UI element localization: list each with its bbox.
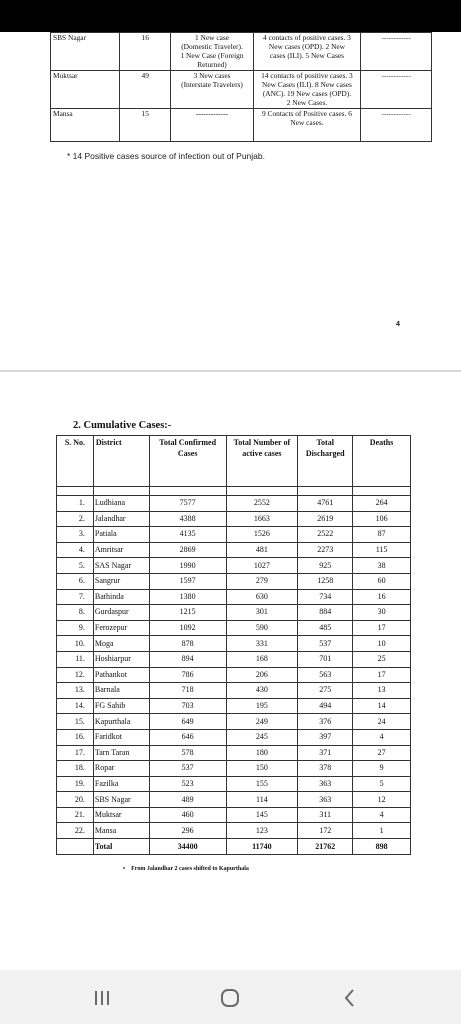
active-cell: 245 [226,729,298,745]
district-cell: Mansa [93,823,149,839]
active-cell: 1526 [226,527,298,543]
document-page-previous [0,32,461,370]
sno-cell: 10. [57,636,94,652]
active-cell: 249 [226,714,298,730]
confirmed-cell: 894 [149,651,226,667]
sno-cell: 17. [57,745,94,761]
table-row [57,667,411,683]
back-icon [340,987,360,1009]
active-cell: 430 [226,683,298,699]
active-cell: 1663 [226,511,298,527]
sno-cell: 20. [57,792,94,808]
discharged-cell: 494 [298,698,353,714]
table-row [57,714,411,730]
active-cell: 150 [226,761,298,777]
cell-line: 14 contacts of positive cases. 3 [261,71,353,80]
district-cell: Fazilka [93,776,149,792]
table-row [57,558,411,574]
confirmed-cell: 537 [149,761,226,777]
active-cell: 180 [226,745,298,761]
table-row [51,71,432,109]
deaths-cell: 38 [353,558,411,574]
active-cell: 206 [226,667,298,683]
cell-line: Returned) [197,60,227,69]
deaths-cell: 16 [353,589,411,605]
document-page-current [0,372,461,970]
status-bar [0,0,461,32]
back-button[interactable] [336,984,364,1012]
sno-cell: 2. [57,511,94,527]
district-cell: Muktsar [51,71,120,109]
footnote [123,866,249,872]
district-cell: Tarn Taran [93,745,149,761]
cell-line: 1 New Case (Foreign [180,51,244,60]
table-row [57,745,411,761]
table-row [57,729,411,745]
confirmed-cell: 7577 [149,496,226,512]
other-cell: ------------ [361,109,432,142]
deaths-cell: 9 [353,761,411,777]
table-row [57,792,411,808]
sno-cell: 12. [57,667,94,683]
district-cell: Barnala [93,683,149,699]
empty-cell [226,487,298,496]
table-row [57,620,411,636]
sno-cell: 16. [57,729,94,745]
deaths-cell: 1 [353,823,411,839]
discharged-cell: 363 [298,776,353,792]
deaths-cell: 30 [353,605,411,621]
district-cell: Muktsar [93,807,149,823]
travel-source-cell [171,109,253,142]
deaths-cell: 14 [353,698,411,714]
district-cell: Bathinda [93,589,149,605]
table-row [57,683,411,699]
discharged-cell: 172 [298,823,353,839]
confirmed-cell: 578 [149,745,226,761]
sno-cell: 6. [57,573,94,589]
confirmed-cell: 4388 [149,511,226,527]
active-cell: 481 [226,542,298,558]
confirmed-cell: 646 [149,729,226,745]
total-discharged-cell: 21762 [298,839,353,855]
footnote-text: From Jalandhar 2 cases shifted to Kapurthala [131,866,249,872]
district-cell: Kapurthala [93,714,149,730]
sno-cell: 3. [57,527,94,543]
sno-cell: 14. [57,698,94,714]
district-cell: Sangrur [93,573,149,589]
discharged-cell: 311 [298,807,353,823]
cell-line: New cases (OPD). 2 New [268,42,346,51]
district-cell: Jalandhar [93,511,149,527]
contact-source-cell [253,71,360,109]
table-row [51,109,432,142]
confirmed-cell: 1990 [149,558,226,574]
active-cell: 168 [226,651,298,667]
header-sno: S. No. [57,436,94,487]
cell-line: 3 New cases [193,71,231,80]
sno-cell: 18. [57,761,94,777]
discharged-cell: 1258 [298,573,353,589]
cell-line: (ANC). 19 New cases (OPD). [262,89,352,98]
confirmed-cell: 1380 [149,589,226,605]
confirmed-cell: 523 [149,776,226,792]
table-row [57,636,411,652]
navigation-bar [0,970,461,1024]
sno-cell: 21. [57,807,94,823]
active-cell: 2552 [226,496,298,512]
travel-source-cell [171,33,253,71]
deaths-cell: 17 [353,620,411,636]
total-label-cell: Total [93,839,149,855]
deaths-cell: 4 [353,807,411,823]
table-row [57,698,411,714]
confirmed-cell: 878 [149,636,226,652]
district-cell: Ropar [93,761,149,777]
deaths-cell: 264 [353,496,411,512]
count-cell: 16 [120,33,171,71]
sno-cell: 15. [57,714,94,730]
count-cell: 15 [120,109,171,142]
empty-cell [57,487,94,496]
section-title: 2. Cumulative Cases:- [73,420,172,431]
confirmed-cell: 703 [149,698,226,714]
cell-line: New cases. [290,118,324,127]
cell-line: (Domestic Traveler). [181,42,243,51]
discharged-cell: 371 [298,745,353,761]
active-cell: 155 [226,776,298,792]
table-row [57,573,411,589]
table-header-row [57,436,411,487]
district-cell: Gurdaspur [93,605,149,621]
active-cell: 145 [226,807,298,823]
deaths-cell: 10 [353,636,411,652]
discharged-cell: 378 [298,761,353,777]
table-row [57,823,411,839]
district-cell: FG Sahib [93,698,149,714]
district-cell: Mansa [51,109,120,142]
table-row [57,589,411,605]
sno-cell: 4. [57,542,94,558]
district-cell: SBS Nagar [51,33,120,71]
confirmed-cell: 649 [149,714,226,730]
cell-line: ------------- [196,109,228,118]
page-number: 4 [396,321,400,328]
deaths-cell: 12 [353,792,411,808]
empty-cell [93,487,149,496]
confirmed-cell: 4135 [149,527,226,543]
active-cell: 114 [226,792,298,808]
empty-cell [298,487,353,496]
deaths-cell: 25 [353,651,411,667]
sno-cell: 22. [57,823,94,839]
sno-cell: 5. [57,558,94,574]
home-button[interactable] [216,984,244,1012]
discharged-cell: 485 [298,620,353,636]
active-cell: 123 [226,823,298,839]
empty-cell [353,487,411,496]
table-row [57,807,411,823]
header-confirmed: Total Confirmed Cases [149,436,226,487]
cell-line: New Cases (ILI). 8 New cases [262,80,352,89]
cell-line: 1 New case [194,33,230,42]
cell-line: (Interstate Travelers) [181,80,243,89]
count-cell: 49 [120,71,171,109]
district-cell: Patiala [93,527,149,543]
active-cell: 630 [226,589,298,605]
contact-source-cell [253,33,360,71]
discharged-cell: 376 [298,714,353,730]
table-row [57,761,411,777]
contact-source-cell [253,109,360,142]
discharged-cell: 397 [298,729,353,745]
bullet-icon: • [123,866,126,872]
deaths-cell: 87 [353,527,411,543]
sno-cell: 13. [57,683,94,699]
other-cell: ------------ [361,71,432,109]
confirmed-cell: 460 [149,807,226,823]
district-cell: Ferozepur [93,620,149,636]
discharged-cell: 275 [298,683,353,699]
total-deaths-cell: 898 [353,839,411,855]
deaths-cell: 115 [353,542,411,558]
district-cell: Faridkot [93,729,149,745]
deaths-cell: 60 [353,573,411,589]
confirmed-cell: 786 [149,667,226,683]
header-district: District [93,436,149,487]
empty-cell [149,487,226,496]
table-row [57,605,411,621]
discharged-cell: 563 [298,667,353,683]
discharged-cell: 363 [298,792,353,808]
sno-cell: 7. [57,589,94,605]
active-cell: 279 [226,573,298,589]
table-row [57,527,411,543]
confirmed-cell: 489 [149,792,226,808]
confirmed-cell: 2869 [149,542,226,558]
total-confirmed-cell: 34400 [149,839,226,855]
travel-source-cell [171,71,253,109]
recent-apps-icon [91,988,113,1008]
district-cell: Ludhiana [93,496,149,512]
active-cell: 331 [226,636,298,652]
header-discharged: Total Discharged [298,436,353,487]
sno-cell: 9. [57,620,94,636]
spacer-row [57,487,411,496]
table-row [57,496,411,512]
district-cell: SBS Nagar [93,792,149,808]
deaths-cell: 5 [353,776,411,792]
discharged-cell: 2619 [298,511,353,527]
home-icon [219,987,241,1009]
active-cell: 301 [226,605,298,621]
discharged-cell: 925 [298,558,353,574]
sno-cell: 8. [57,605,94,621]
deaths-cell: 17 [353,667,411,683]
confirmed-cell: 1215 [149,605,226,621]
table-row [57,776,411,792]
sno-cell: 1. [57,496,94,512]
discharged-cell: 734 [298,589,353,605]
district-cell: Amritsar [93,542,149,558]
deaths-cell: 4 [353,729,411,745]
confirmed-cell: 1092 [149,620,226,636]
total-active-cell: 11740 [226,839,298,855]
district-cell: SAS Nagar [93,558,149,574]
total-row [57,839,411,855]
cumulative-cases-table [56,435,411,855]
sno-cell: 19. [57,776,94,792]
district-cell: Moga [93,636,149,652]
discharged-cell: 537 [298,636,353,652]
empty-cell [57,839,94,855]
deaths-cell: 24 [353,714,411,730]
deaths-cell: 13 [353,683,411,699]
discharged-cell: 2522 [298,527,353,543]
discharged-cell: 701 [298,651,353,667]
header-active: Total Number of active cases [226,436,298,487]
table-row [57,651,411,667]
table-row [57,542,411,558]
active-cell: 1027 [226,558,298,574]
confirmed-cell: 718 [149,683,226,699]
other-cell: ------------ [361,33,432,71]
confirmed-cell: 296 [149,823,226,839]
cell-line: 4 contacts of positive cases. 3 [263,33,351,42]
discharged-cell: 884 [298,605,353,621]
active-cell: 590 [226,620,298,636]
district-cell: Pathankot [93,667,149,683]
cell-line: 9 Contacts of Positive cases. 6 [261,109,352,118]
header-deaths: Deaths [353,436,411,487]
sno-cell: 11. [57,651,94,667]
source-note: * 14 Positive cases source of infection out of Punjab. [67,151,265,161]
deaths-cell: 27 [353,745,411,761]
testing-source-table [50,32,432,142]
recent-apps-button[interactable] [88,984,116,1012]
deaths-cell: 106 [353,511,411,527]
discharged-cell: 2273 [298,542,353,558]
table-row [51,33,432,71]
confirmed-cell: 1597 [149,573,226,589]
cell-line: cases (ILI). 5 New Cases [269,51,344,60]
discharged-cell: 4761 [298,496,353,512]
cell-line: 2 New Cases. [286,98,328,107]
district-cell: Hoshiarpur [93,651,149,667]
table-row [57,511,411,527]
active-cell: 195 [226,698,298,714]
